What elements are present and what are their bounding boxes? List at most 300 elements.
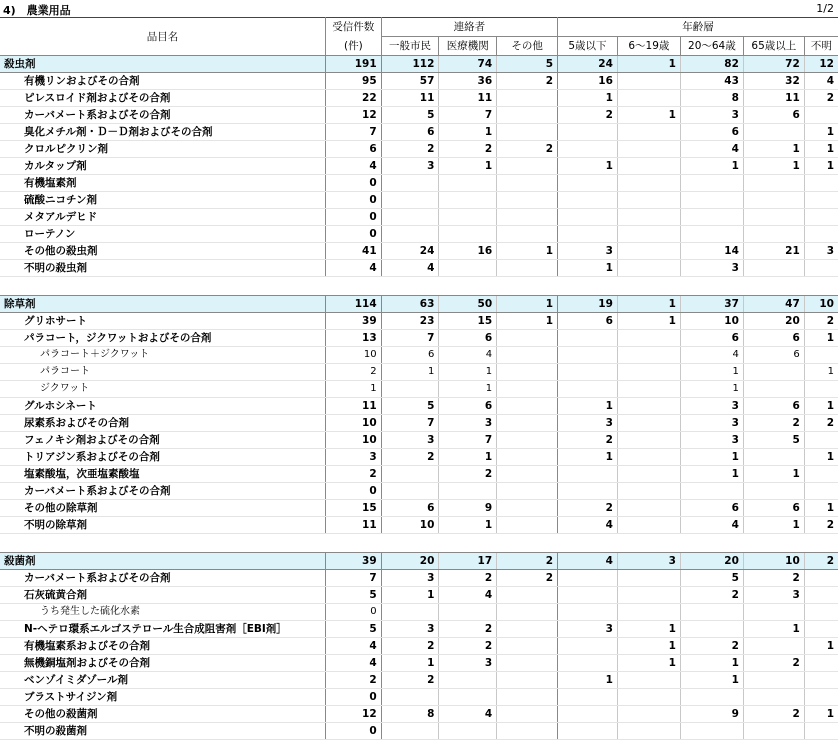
- item-name-cell: 尿素系およびその合剤: [0, 415, 326, 432]
- value-cell: [558, 330, 618, 347]
- value-cell: [497, 260, 558, 277]
- value-cell: 24: [558, 56, 618, 73]
- value-cell: [743, 209, 804, 226]
- value-cell: 1: [680, 655, 743, 672]
- value-cell: [617, 330, 680, 347]
- value-cell: 1: [558, 449, 618, 466]
- value-cell: [743, 723, 804, 740]
- value-cell: 2: [804, 415, 838, 432]
- value-cell: [680, 192, 743, 209]
- value-cell: [558, 141, 618, 158]
- table-row: [0, 347, 838, 364]
- value-cell: 1: [743, 158, 804, 175]
- value-cell: [439, 672, 497, 689]
- item-name-cell: ローテノン: [0, 226, 326, 243]
- value-cell: 1: [326, 381, 382, 398]
- value-cell: 1: [617, 107, 680, 124]
- value-cell: [617, 398, 680, 415]
- table-row: [0, 175, 838, 192]
- value-cell: [439, 723, 497, 740]
- spacer-row: [0, 277, 838, 296]
- table-row: [0, 483, 838, 500]
- value-cell: [497, 483, 558, 500]
- value-cell: 1: [439, 364, 497, 381]
- table-row: [0, 517, 838, 534]
- value-cell: 6: [439, 330, 497, 347]
- value-cell: [617, 689, 680, 706]
- value-cell: 13: [326, 330, 382, 347]
- table-row: [0, 260, 838, 277]
- value-cell: [804, 466, 838, 483]
- value-cell: 11: [381, 90, 439, 107]
- item-name-cell: カーバメート系およびその合剤: [0, 570, 326, 587]
- value-cell: 2: [381, 449, 439, 466]
- value-cell: 2: [743, 415, 804, 432]
- value-cell: [680, 723, 743, 740]
- value-cell: 7: [439, 107, 497, 124]
- value-cell: 191: [326, 56, 382, 73]
- value-cell: 5: [381, 398, 439, 415]
- value-cell: 2: [326, 672, 382, 689]
- value-cell: 11: [326, 517, 382, 534]
- item-name-cell: グリホサート: [0, 313, 326, 330]
- value-cell: 1: [617, 655, 680, 672]
- value-cell: 4: [326, 260, 382, 277]
- item-name-cell: カーバメート系およびその合剤: [0, 107, 326, 124]
- value-cell: 10: [804, 296, 838, 313]
- value-cell: 1: [804, 398, 838, 415]
- value-cell: 1: [439, 449, 497, 466]
- value-cell: [617, 706, 680, 723]
- item-name-cell: 殺虫剤: [0, 56, 326, 73]
- value-cell: 1: [680, 672, 743, 689]
- received-unit-header: (件): [326, 37, 382, 56]
- value-cell: 50: [439, 296, 497, 313]
- value-cell: 63: [381, 296, 439, 313]
- value-cell: 1: [804, 706, 838, 723]
- item-name-cell: 不明の除草剤: [0, 517, 326, 534]
- value-cell: [743, 689, 804, 706]
- value-cell: [804, 689, 838, 706]
- value-cell: 3: [680, 415, 743, 432]
- value-cell: 1: [558, 90, 618, 107]
- value-cell: 1: [617, 296, 680, 313]
- value-cell: 7: [381, 330, 439, 347]
- value-cell: [804, 723, 838, 740]
- value-cell: 6: [743, 398, 804, 415]
- value-cell: 74: [439, 56, 497, 73]
- value-cell: 5: [381, 107, 439, 124]
- value-cell: [743, 192, 804, 209]
- value-cell: [617, 90, 680, 107]
- value-cell: [558, 587, 618, 604]
- value-cell: 1: [558, 260, 618, 277]
- value-cell: 11: [326, 398, 382, 415]
- value-cell: [558, 483, 618, 500]
- value-cell: 1: [804, 330, 838, 347]
- value-cell: 21: [743, 243, 804, 260]
- value-cell: [497, 415, 558, 432]
- table-row: [0, 466, 838, 483]
- value-cell: 3: [680, 398, 743, 415]
- item-name-cell: フェノキシ剤およびその合剤: [0, 432, 326, 449]
- value-cell: 1: [743, 517, 804, 534]
- table-row: [0, 689, 838, 706]
- contact-col-header: 医療機関: [439, 37, 497, 56]
- value-cell: [617, 260, 680, 277]
- value-cell: [497, 723, 558, 740]
- value-cell: 3: [381, 570, 439, 587]
- value-cell: [680, 689, 743, 706]
- age-group-header: 年齢層: [558, 18, 838, 37]
- value-cell: 2: [439, 141, 497, 158]
- value-cell: 3: [804, 243, 838, 260]
- value-cell: [381, 689, 439, 706]
- value-cell: [558, 381, 618, 398]
- value-cell: [804, 655, 838, 672]
- spacer-cell: [0, 277, 838, 296]
- value-cell: 3: [558, 243, 618, 260]
- value-cell: [804, 381, 838, 398]
- value-cell: [617, 500, 680, 517]
- value-cell: 16: [558, 73, 618, 90]
- value-cell: 24: [381, 243, 439, 260]
- value-cell: 1: [680, 381, 743, 398]
- table-row: [0, 73, 838, 90]
- value-cell: 4: [558, 553, 618, 570]
- value-cell: 82: [680, 56, 743, 73]
- value-cell: [617, 723, 680, 740]
- age-col-header: 6～19歳: [617, 37, 680, 56]
- item-name-cell: 不明の殺虫剤: [0, 260, 326, 277]
- value-cell: 39: [326, 553, 382, 570]
- item-name-header: 品目名: [146, 30, 179, 43]
- value-cell: [558, 347, 618, 364]
- value-cell: 3: [381, 621, 439, 638]
- value-cell: [381, 192, 439, 209]
- value-cell: [558, 175, 618, 192]
- contact-col-header: その他: [497, 37, 558, 56]
- value-cell: 6: [381, 500, 439, 517]
- value-cell: [617, 517, 680, 534]
- value-cell: 5: [326, 621, 382, 638]
- value-cell: 11: [743, 90, 804, 107]
- value-cell: [497, 500, 558, 517]
- value-cell: 14: [680, 243, 743, 260]
- value-cell: 10: [326, 415, 382, 432]
- value-cell: 9: [439, 500, 497, 517]
- contact-group-header: 連絡者: [381, 18, 557, 37]
- item-name-cell: 不明の殺菌剤: [0, 723, 326, 740]
- value-cell: 3: [743, 587, 804, 604]
- value-cell: [680, 226, 743, 243]
- item-name-cell: 殺菌剤: [0, 553, 326, 570]
- value-cell: [743, 226, 804, 243]
- value-cell: 1: [617, 313, 680, 330]
- value-cell: 1: [439, 158, 497, 175]
- value-cell: [617, 192, 680, 209]
- value-cell: [743, 638, 804, 655]
- value-cell: [804, 672, 838, 689]
- value-cell: [617, 347, 680, 364]
- value-cell: 1: [381, 655, 439, 672]
- value-cell: 2: [381, 638, 439, 655]
- value-cell: 2: [497, 570, 558, 587]
- value-cell: 0: [326, 175, 382, 192]
- table-row: [0, 124, 838, 141]
- value-cell: 9: [680, 706, 743, 723]
- value-cell: [381, 604, 439, 621]
- value-cell: [558, 604, 618, 621]
- value-cell: 114: [326, 296, 382, 313]
- value-cell: 4: [558, 517, 618, 534]
- value-cell: 0: [326, 226, 382, 243]
- value-cell: 0: [326, 723, 382, 740]
- item-name-cell: 硫酸ニコチン剤: [0, 192, 326, 209]
- value-cell: [617, 124, 680, 141]
- value-cell: 1: [439, 381, 497, 398]
- value-cell: [497, 432, 558, 449]
- table-row: [0, 570, 838, 587]
- value-cell: 4: [326, 655, 382, 672]
- item-name-cell: ベンゾイミダゾール剤: [0, 672, 326, 689]
- value-cell: [743, 604, 804, 621]
- value-cell: [497, 209, 558, 226]
- value-cell: 2: [680, 638, 743, 655]
- value-cell: 1: [439, 124, 497, 141]
- value-cell: 3: [439, 655, 497, 672]
- table-row: [0, 706, 838, 723]
- value-cell: 6: [680, 330, 743, 347]
- value-cell: 6: [743, 107, 804, 124]
- value-cell: 7: [439, 432, 497, 449]
- value-cell: 7: [381, 415, 439, 432]
- value-cell: [497, 689, 558, 706]
- value-cell: [804, 604, 838, 621]
- value-cell: [497, 364, 558, 381]
- value-cell: 1: [680, 158, 743, 175]
- value-cell: 43: [680, 73, 743, 90]
- value-cell: 4: [381, 260, 439, 277]
- table-row: [0, 90, 838, 107]
- value-cell: 6: [743, 347, 804, 364]
- value-cell: [804, 347, 838, 364]
- value-cell: 1: [381, 587, 439, 604]
- value-cell: 57: [381, 73, 439, 90]
- table-row: [0, 638, 838, 655]
- value-cell: 2: [439, 570, 497, 587]
- value-cell: [497, 587, 558, 604]
- value-cell: [617, 672, 680, 689]
- value-cell: 3: [558, 621, 618, 638]
- value-cell: 12: [326, 706, 382, 723]
- value-cell: 1: [680, 449, 743, 466]
- value-cell: 6: [743, 330, 804, 347]
- item-name-cell: グルホシネート: [0, 398, 326, 415]
- value-cell: 4: [439, 706, 497, 723]
- table-row: [0, 107, 838, 124]
- value-cell: [497, 655, 558, 672]
- value-cell: 6: [326, 141, 382, 158]
- item-name-cell: メタアルデヒド: [0, 209, 326, 226]
- table-row: [0, 398, 838, 415]
- section-title: 4) 農業用品: [3, 4, 71, 17]
- value-cell: 3: [381, 432, 439, 449]
- value-cell: 2: [439, 466, 497, 483]
- value-cell: 16: [439, 243, 497, 260]
- value-cell: 11: [439, 90, 497, 107]
- value-cell: 2: [743, 570, 804, 587]
- age-col-header: 5歳以下: [558, 37, 618, 56]
- value-cell: 7: [326, 124, 382, 141]
- value-cell: [617, 364, 680, 381]
- value-cell: 1: [439, 517, 497, 534]
- value-cell: 41: [326, 243, 382, 260]
- value-cell: [743, 381, 804, 398]
- value-cell: 4: [326, 638, 382, 655]
- value-cell: 2: [439, 621, 497, 638]
- value-cell: [617, 381, 680, 398]
- value-cell: 1: [617, 638, 680, 655]
- value-cell: 1: [497, 313, 558, 330]
- table-row: [0, 192, 838, 209]
- item-name-cell: カルタップ剤: [0, 158, 326, 175]
- value-cell: 20: [381, 553, 439, 570]
- value-cell: [617, 604, 680, 621]
- item-name-cell: 石灰硫黄合剤: [0, 587, 326, 604]
- value-cell: 1: [804, 124, 838, 141]
- value-cell: 5: [326, 587, 382, 604]
- value-cell: [497, 381, 558, 398]
- value-cell: 1: [804, 638, 838, 655]
- value-cell: 20: [743, 313, 804, 330]
- value-cell: [497, 706, 558, 723]
- value-cell: 1: [804, 158, 838, 175]
- item-name-cell: 有機リンおよびその合剤: [0, 73, 326, 90]
- value-cell: [804, 432, 838, 449]
- value-cell: 36: [439, 73, 497, 90]
- value-cell: 1: [743, 141, 804, 158]
- value-cell: 2: [804, 90, 838, 107]
- value-cell: [497, 347, 558, 364]
- item-name-cell: パラコート: [0, 364, 326, 381]
- page-header: [0, 0, 838, 17]
- item-name-cell: うち発生した硫化水素: [0, 604, 326, 621]
- table-row: [0, 141, 838, 158]
- category-row: [0, 56, 838, 73]
- value-cell: [617, 243, 680, 260]
- value-cell: 6: [680, 500, 743, 517]
- value-cell: [680, 604, 743, 621]
- value-cell: [743, 260, 804, 277]
- value-cell: [804, 192, 838, 209]
- value-cell: [497, 226, 558, 243]
- item-name-cell: パラコート，ジクワットおよびその合剤: [0, 330, 326, 347]
- value-cell: 4: [439, 347, 497, 364]
- value-cell: [497, 672, 558, 689]
- value-cell: 6: [381, 347, 439, 364]
- value-cell: 15: [439, 313, 497, 330]
- value-cell: [617, 587, 680, 604]
- value-cell: [617, 73, 680, 90]
- value-cell: 8: [680, 90, 743, 107]
- value-cell: 2: [743, 706, 804, 723]
- value-cell: [804, 570, 838, 587]
- value-cell: 2: [558, 432, 618, 449]
- item-name-cell: その他の除草剤: [0, 500, 326, 517]
- value-cell: [680, 209, 743, 226]
- value-cell: 0: [326, 209, 382, 226]
- spacer-cell: [0, 534, 838, 553]
- value-cell: [497, 175, 558, 192]
- value-cell: [497, 158, 558, 175]
- value-cell: 2: [804, 553, 838, 570]
- value-cell: 1: [497, 296, 558, 313]
- category-row: [0, 553, 838, 570]
- value-cell: 12: [326, 107, 382, 124]
- value-cell: 3: [617, 553, 680, 570]
- value-cell: 112: [381, 56, 439, 73]
- value-cell: [617, 226, 680, 243]
- value-cell: 10: [326, 347, 382, 364]
- value-cell: [617, 141, 680, 158]
- value-cell: 6: [439, 398, 497, 415]
- table-body: [0, 56, 838, 740]
- value-cell: 4: [804, 73, 838, 90]
- value-cell: [743, 364, 804, 381]
- value-cell: 15: [326, 500, 382, 517]
- value-cell: 3: [680, 432, 743, 449]
- value-cell: 5: [680, 570, 743, 587]
- contact-col-header: 一般市民: [381, 37, 439, 56]
- value-cell: 2: [326, 466, 382, 483]
- value-cell: [617, 158, 680, 175]
- value-cell: [381, 723, 439, 740]
- value-cell: [558, 570, 618, 587]
- value-cell: 10: [680, 313, 743, 330]
- table-row: [0, 226, 838, 243]
- value-cell: [497, 90, 558, 107]
- value-cell: 1: [743, 621, 804, 638]
- item-name-cell: クロルピクリン剤: [0, 141, 326, 158]
- value-cell: [804, 483, 838, 500]
- value-cell: 4: [439, 587, 497, 604]
- table-row: [0, 432, 838, 449]
- item-name-cell: その他の殺菌剤: [0, 706, 326, 723]
- value-cell: 1: [617, 621, 680, 638]
- value-cell: 1: [804, 500, 838, 517]
- age-col-header: 65歳以上: [743, 37, 804, 56]
- value-cell: 3: [381, 158, 439, 175]
- value-cell: 47: [743, 296, 804, 313]
- value-cell: [617, 570, 680, 587]
- value-cell: [497, 107, 558, 124]
- value-cell: [804, 175, 838, 192]
- item-name-cell: 有機塩素系およびその合剤: [0, 638, 326, 655]
- value-cell: 1: [558, 672, 618, 689]
- value-cell: 37: [680, 296, 743, 313]
- value-cell: [558, 638, 618, 655]
- value-cell: [558, 226, 618, 243]
- table-row: [0, 449, 838, 466]
- value-cell: 6: [680, 124, 743, 141]
- value-cell: 1: [617, 56, 680, 73]
- value-cell: [680, 621, 743, 638]
- value-cell: 8: [381, 706, 439, 723]
- value-cell: [558, 124, 618, 141]
- value-cell: 3: [680, 260, 743, 277]
- value-cell: [617, 466, 680, 483]
